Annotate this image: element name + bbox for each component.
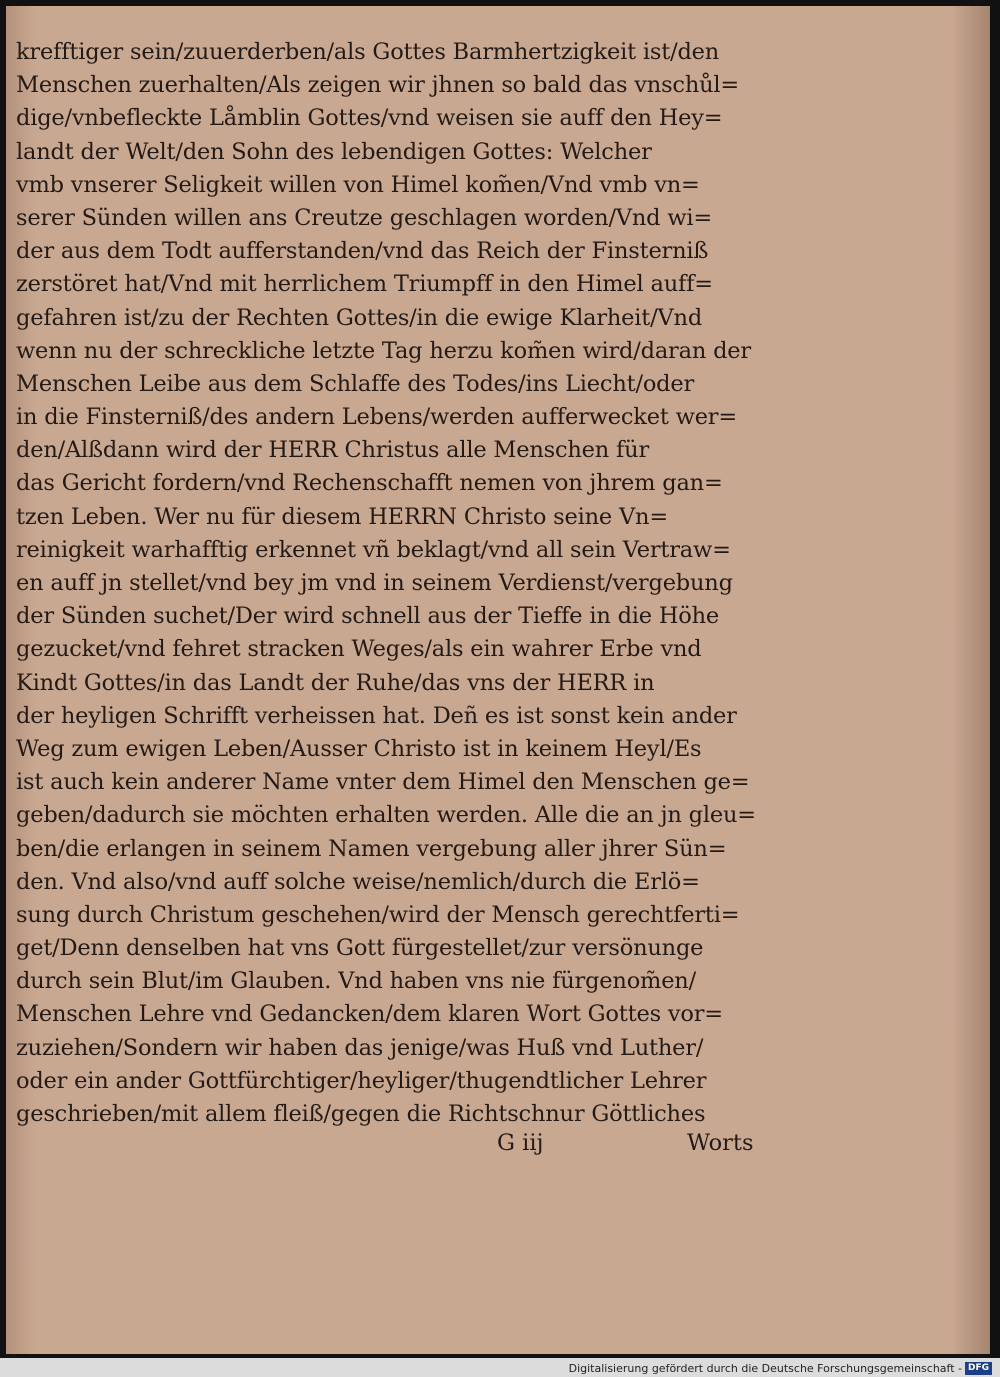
credit-text: Digitalisierung gefördert durch die Deutsche Forschungsgemeinschaft - <box>568 1362 962 1375</box>
text-line: oder ein ander Gottfürchtiger/heyliger/thugendtlicher Lehrer <box>16 1067 707 1094</box>
text-line: Menschen Lehre vnd Gedancken/dem klaren Wort Gottes vor= <box>16 1001 723 1028</box>
text-line: wenn nu der schreckliche letzte Tag herzu kom̃en wird/daran der <box>16 337 751 364</box>
catchword: Worts <box>687 1130 754 1156</box>
text-line: ben/die erlangen in seinem Namen vergebung aller jhrer Sün= <box>16 835 727 862</box>
text-line: geschrieben/mit allem fleiß/gegen die Richtschnur Göttliches <box>16 1101 706 1127</box>
text-line: krefftiger sein/zuuerderben/als Gottes Barmhertzigkeit ist/den <box>16 39 720 65</box>
text-line: ist auch kein anderer Name vnter dem Himel den Menschen ge= <box>16 769 750 796</box>
text-line: Menschen zuerhalten/Als zeigen wir jhnen so bald das vnschůl= <box>16 72 740 99</box>
text-line: zerstöret hat/Vnd mit herrlichem Triumpff in den Himel auff= <box>16 271 713 298</box>
text-line: reinigkeit warhafftig erkennet vñ beklagt/vnd all sein Vertraw= <box>16 536 731 563</box>
digitization-credit <box>569 1362 992 1375</box>
text-line: gezucket/vnd fehret stracken Weges/als ein wahrer Erbe vnd <box>16 636 702 663</box>
text-line: serer Sünden willen ans Creutze geschlagen worden/Vnd wi= <box>16 204 713 231</box>
text-line: landt der Welt/den Sohn des lebendigen Gottes: Welcher <box>16 138 652 165</box>
text-line: get/Denn denselben hat vns Gott fürgestellet/zur versönunge <box>16 935 704 962</box>
signature-mark: G iij <box>497 1130 544 1156</box>
text-line: gefahren ist/zu der Rechten Gottes/in die ewige Klarheit/Vnd <box>16 304 703 331</box>
text-line: der heyligen Schrifft verheissen hat. Deñ es ist sonst kein ander <box>16 702 737 729</box>
text-line: dige/vnbefleckte Låmblin Gottes/vnd weisen sie auff den Hey= <box>16 105 723 132</box>
text-line: vmb vnserer Seligkeit willen von Himel kom̃en/Vnd vmb vn= <box>16 171 700 198</box>
text-block <box>16 36 806 1131</box>
text-line: Menschen Leibe aus dem Schlaffe des Todes/ins Liecht/oder <box>16 370 695 397</box>
text-line: zuziehen/Sondern wir haben das jenige/was Huß vnd Luther/ <box>16 1034 704 1061</box>
text-line: in die Finsterniß/des andern Lebens/werden aufferwecket wer= <box>16 404 738 431</box>
text-line: sung durch Christum geschehen/wird der Mensch gerechtferti= <box>16 901 740 928</box>
dfg-logo-icon: DFG <box>965 1362 992 1375</box>
text-line: den/Alßdann wird der HERR Christus alle Menschen für <box>16 437 650 464</box>
text-line: durch sein Blut/im Glauben. Vnd haben vns nie fürgenom̃en/ <box>16 968 696 995</box>
text-line: geben/dadurch sie möchten erhalten werden. Alle die an jn gleu= <box>16 802 756 829</box>
text-line: den. Vnd also/vnd auff solche weise/nemlich/durch die Erlö= <box>16 868 700 895</box>
book-page <box>6 6 990 1354</box>
text-line: der aus dem Todt aufferstanden/vnd das Reich der Finsterniß <box>16 238 709 265</box>
text-line: Weg zum ewigen Leben/Ausser Christo ist in keinem Heyl/Es <box>16 735 702 762</box>
text-line: en auff jn stellet/vnd bey jm vnd in seinem Verdienst/vergebung <box>16 570 733 596</box>
text-line: Kindt Gottes/in das Landt der Ruhe/das vns der HERR in <box>16 669 655 696</box>
text-line: der Sünden suchet/Der wird schnell aus der Tieffe in die Höhe <box>16 603 720 630</box>
text-line: tzen Leben. Wer nu für diesem HERRN Christo seine Vn= <box>16 503 668 530</box>
text-line: das Gericht fordern/vnd Rechenschafft nemen von jhrem gan= <box>16 470 723 497</box>
